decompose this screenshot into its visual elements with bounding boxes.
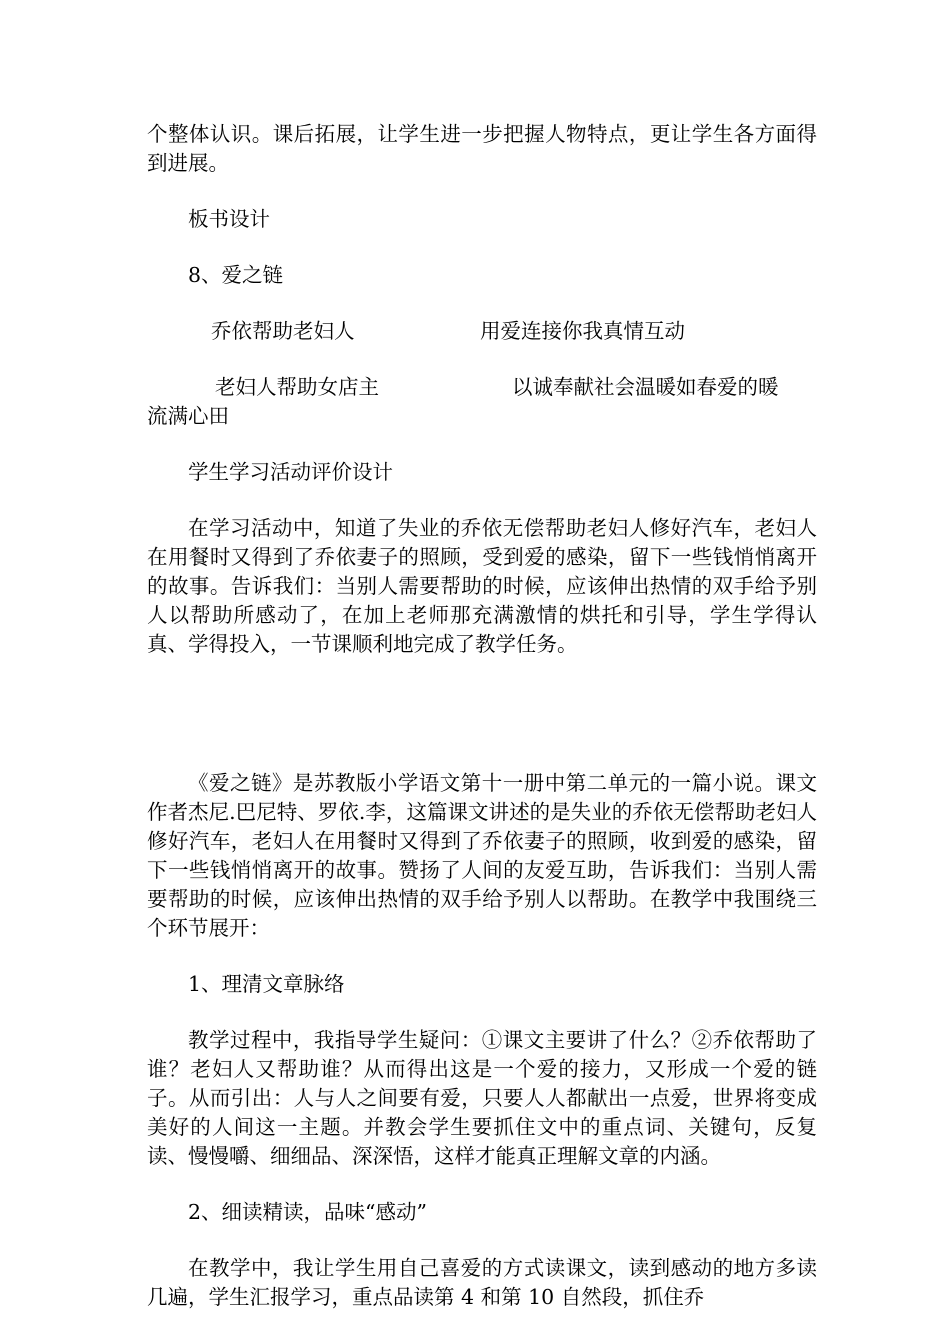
board-design <box>147 317 817 431</box>
board-row-2-right: 以诚奉献社会温暖如春爱的暖 <box>512 375 779 399</box>
board-row-2 <box>147 373 817 402</box>
board-row-2-continuation: 流满心田 <box>147 404 229 428</box>
paragraph-intro-continuation: 个整体认识。课后拓展，让学生进一步把握人物特点，更让学生各方面得到进展。 <box>147 122 817 175</box>
paragraph-evaluation: 在学习活动中，知道了失业的乔依无偿帮助老妇人修好汽车，老妇人在用餐时又得到了乔依妻子的照顾，受到爱的感染，留下一些钱悄悄离开的故事。告诉我们：当别人需要帮助的时候，应该伸出热情的双手给予别人以帮助所感动了，在加上老师那充满激情的烘托和引导，学生学得认真、学得投入，一节课顺利地完成了教学任务。 <box>147 516 817 656</box>
board-row-2-left: 老妇人帮助女店主 <box>215 375 379 399</box>
heading-section-1: 1、理清文章脉络 <box>188 972 345 996</box>
heading-evaluation-design: 学生学习活动评价设计 <box>188 460 393 484</box>
board-row-1-left: 乔依帮助老妇人 <box>211 319 355 343</box>
paragraph-section-1: 教学过程中，我指导学生疑问：①课文主要讲了什么？②乔依帮助了谁？老妇人又帮助谁？从而得出这是一个爱的接力，又形成一个爱的链子。从而引出：人与人之间要有爱，只要人人都献出一点爱，世界将变成美好的人间这一主题。并教会学生要抓住文中的重点词、关键句，反复读、慢慢嚼、细细品、深深悟，这样才能真正理解文章的内涵。 <box>147 1028 817 1168</box>
heading-section-2: 2、细读精读，品味“感动” <box>188 1200 428 1224</box>
board-row-1-right: 用爱连接你我真情互动 <box>480 319 685 343</box>
paragraph-lesson-overview: 《爱之链》是苏教版小学语文第十一册中第二单元的一篇小说。课文作者杰尼.巴尼特、罗依.李，这篇课文讲述的是失业的乔依无偿帮助老妇人修好汽车，老妇人在用餐时又得到了乔依妻子的照顾，收到爱的感染，留下一些钱悄悄离开的故事。赞扬了人间的友爱互助，告诉我们：当别人需要帮助的时候，应该伸出热情的双手给予别人以帮助。在教学中我围绕三个环节展开： <box>147 771 817 940</box>
heading-lesson-title: 8、爱之链 <box>188 263 284 287</box>
board-row-1 <box>147 317 817 346</box>
document-page <box>147 120 817 1312</box>
heading-board-design: 板书设计 <box>188 207 270 231</box>
paragraph-section-2: 在教学中，我让学生用自己喜爱的方式读课文，读到感动的地方多读几遍，学生汇报学习，重点品读第 4 和第 10 自然段，抓住乔 <box>147 1256 817 1309</box>
